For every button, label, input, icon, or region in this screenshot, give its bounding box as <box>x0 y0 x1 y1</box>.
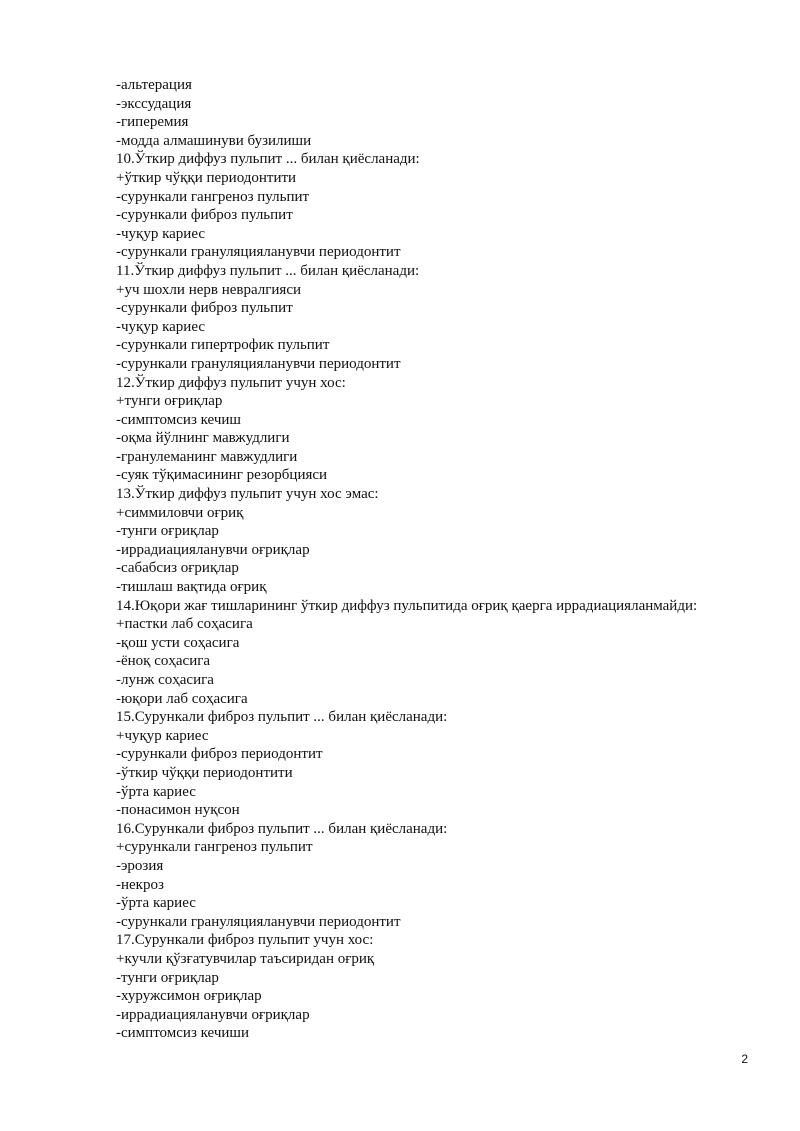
answer-option: -сабабсиз оғриқлар <box>116 560 239 577</box>
answer-option: -сурункали грануляцияланувчи периодонтит <box>116 355 401 372</box>
answer-option: -тишлаш вақтида оғриқ <box>116 579 267 596</box>
question-line: 10.Ўткир диффуз пульпит ... билан қиёсланади: <box>116 151 420 168</box>
answer-option: -сурункали фиброз периодонтит <box>116 746 323 763</box>
answer-option: -чуқур кариес <box>116 225 206 242</box>
answer-option: -сурункали гангреноз пульпит <box>116 188 310 205</box>
answer-option: -сурункали фиброз пульпит <box>116 207 293 224</box>
question-line: 16.Сурункали фиброз пульпит ... билан қиёсланади: <box>116 820 448 837</box>
answer-option: -модда алмашинуви бузилиши <box>116 132 312 149</box>
correct-answer-option: +чуқур кариес <box>116 727 209 744</box>
answer-option: -сурункали фиброз пульпит <box>116 300 293 317</box>
answer-option: -некроз <box>116 876 164 893</box>
question-line: 11.Ўткир диффуз пульпит ... билан қиёсланади: <box>116 262 420 279</box>
answer-option: -тунги оғриқлар <box>116 523 219 540</box>
answer-option: -сурункали гипертрофик пульпит <box>116 337 330 354</box>
answer-option: -иррадиацияланувчи оғриқлар <box>116 1006 310 1023</box>
answer-option: -симптомсиз кечиш <box>116 411 241 428</box>
question-line: 14.Юқори жағ тишларининг ўткир диффуз пульпитида оғриқ қаерга иррадиацияланмайди: <box>116 597 698 614</box>
correct-answer-option: +ўткир чўққи периодонтити <box>116 169 297 186</box>
answer-option: -эрозия <box>116 857 164 874</box>
answer-option: -қош усти соҳасига <box>116 634 240 651</box>
question-line: 15.Сурункали фиброз пульпит ... билан қиёсланади: <box>116 709 448 726</box>
answer-option: -сурункали грануляцияланувчи периодонтит <box>116 244 401 261</box>
answer-option: -ёноқ соҳасига <box>116 653 211 670</box>
answer-option: -понасимон нуқсон <box>116 802 240 819</box>
answer-option: -гранулеманинг мавжудлиги <box>116 448 298 465</box>
correct-answer-option: +сурункали гангреноз пульпит <box>116 839 313 856</box>
answer-option: -чуқур кариес <box>116 318 206 335</box>
answer-option: -суяк тўқимасининг резорбцияси <box>116 467 328 484</box>
answer-option: -юқори лаб соҳасига <box>116 690 248 707</box>
question-line: 13.Ўткир диффуз пульпит учун хос эмас: <box>116 486 379 503</box>
document-body <box>116 76 776 1043</box>
question-line: 12.Ўткир диффуз пульпит учун хос: <box>116 374 346 391</box>
question-line: 17.Сурункали фиброз пульпит учун хос: <box>116 932 374 949</box>
answer-option: -лунж соҳасига <box>116 672 214 688</box>
answer-option: -гиперемия <box>116 114 189 131</box>
answer-option: -хуружсимон оғриқлар <box>116 988 262 1005</box>
correct-answer-option: +тунги оғриқлар <box>116 393 223 410</box>
answer-option: -ўткир чўққи периодонтити <box>116 764 293 781</box>
answer-option: -тунги оғриқлар <box>116 969 219 986</box>
correct-answer-option: +пастки лаб соҳасига <box>116 616 253 633</box>
correct-answer-option: +кучли қўзғатувчилар таъсиридан оғриқ <box>116 950 375 967</box>
answer-option: -альтерация <box>116 77 192 93</box>
page-number: 2 <box>741 1052 748 1066</box>
correct-answer-option: +симмиловчи оғриқ <box>116 504 244 521</box>
answer-option: -экссудация <box>116 95 192 112</box>
answer-option: -сурункали грануляцияланувчи периодонтит <box>116 913 401 930</box>
correct-answer-option: +уч шохли нерв невралгияси <box>116 281 302 298</box>
answer-option: -оқма йўлнинг мавжудлиги <box>116 430 290 447</box>
answer-option: -ўрта кариес <box>116 783 196 800</box>
answer-option: -иррадиацияланувчи оғриқлар <box>116 541 310 558</box>
answer-option: -ўрта кариес <box>116 895 196 912</box>
answer-option: -симптомсиз кечиши <box>116 1025 249 1042</box>
